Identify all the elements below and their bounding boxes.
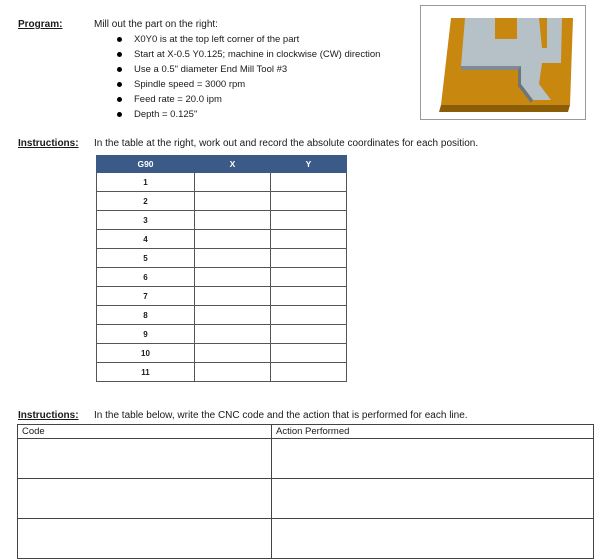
position-number: 2 — [97, 192, 195, 211]
table-row — [97, 363, 347, 382]
table-row — [97, 344, 347, 363]
y-cell[interactable] — [271, 249, 347, 268]
header-y: Y — [271, 156, 347, 173]
table-row — [97, 173, 347, 192]
position-number: 4 — [97, 230, 195, 249]
code-header-row — [18, 425, 594, 439]
position-number: 3 — [97, 211, 195, 230]
action-cell[interactable] — [272, 439, 594, 479]
code-cell[interactable] — [18, 479, 272, 519]
y-cell[interactable] — [271, 268, 347, 287]
bullet-tool: Use a 0.5" diameter End Mill Tool #3 — [114, 62, 380, 77]
y-cell[interactable] — [271, 363, 347, 382]
x-cell[interactable] — [195, 192, 271, 211]
milled-part-image — [421, 6, 585, 119]
x-cell[interactable] — [195, 268, 271, 287]
header-code: Code — [18, 425, 272, 439]
bullet-start: Start at X-0.5 Y0.125; machine in clockwise (CW) direction — [114, 47, 380, 62]
table-row — [18, 439, 594, 479]
bullet-feed: Feed rate = 20.0 ipm — [114, 92, 380, 107]
x-cell[interactable] — [195, 173, 271, 192]
x-cell[interactable] — [195, 344, 271, 363]
part-illustration-frame — [420, 5, 586, 120]
instructions-label-1: Instructions: — [18, 138, 79, 149]
instructions-text-1: In the table at the right, work out and record the absolute coordinates for each position. — [94, 138, 479, 149]
program-bullet-list — [114, 32, 380, 122]
x-cell[interactable] — [195, 363, 271, 382]
y-cell[interactable] — [271, 192, 347, 211]
x-cell[interactable] — [195, 230, 271, 249]
position-number: 8 — [97, 306, 195, 325]
table-row — [97, 230, 347, 249]
code-cell[interactable] — [18, 439, 272, 479]
instructions-label-2: Instructions: — [18, 410, 79, 421]
table-row — [97, 268, 347, 287]
y-cell[interactable] — [271, 211, 347, 230]
bullet-origin: X0Y0 is at the top left corner of the part — [114, 32, 380, 47]
position-number: 10 — [97, 344, 195, 363]
table-row — [97, 306, 347, 325]
header-g90: G90 — [97, 156, 195, 173]
position-number: 1 — [97, 173, 195, 192]
program-intro: Mill out the part on the right: — [94, 19, 218, 30]
position-number: 7 — [97, 287, 195, 306]
action-cell[interactable] — [272, 479, 594, 519]
coordinates-table — [96, 155, 347, 382]
bullet-spindle: Spindle speed = 3000 rpm — [114, 77, 380, 92]
table-row — [97, 325, 347, 344]
x-cell[interactable] — [195, 249, 271, 268]
position-number: 9 — [97, 325, 195, 344]
program-label: Program: — [18, 19, 63, 30]
table-row — [18, 479, 594, 519]
y-cell[interactable] — [271, 344, 347, 363]
y-cell[interactable] — [271, 325, 347, 344]
y-cell[interactable] — [271, 230, 347, 249]
header-action-performed: Action Performed — [272, 425, 594, 439]
x-cell[interactable] — [195, 325, 271, 344]
table-row — [97, 287, 347, 306]
table-row — [97, 211, 347, 230]
position-number: 11 — [97, 363, 195, 382]
position-number: 6 — [97, 268, 195, 287]
y-cell[interactable] — [271, 173, 347, 192]
header-x: X — [195, 156, 271, 173]
x-cell[interactable] — [195, 306, 271, 325]
coordinates-header-row — [97, 156, 347, 173]
y-cell[interactable] — [271, 306, 347, 325]
x-cell[interactable] — [195, 287, 271, 306]
y-cell[interactable] — [271, 287, 347, 306]
table-row — [97, 192, 347, 211]
position-number: 5 — [97, 249, 195, 268]
x-cell[interactable] — [195, 211, 271, 230]
table-row — [97, 249, 347, 268]
instructions-text-2: In the table below, write the CNC code and the action that is performed for each line. — [94, 410, 468, 421]
bullet-depth: Depth = 0.125" — [114, 107, 380, 122]
